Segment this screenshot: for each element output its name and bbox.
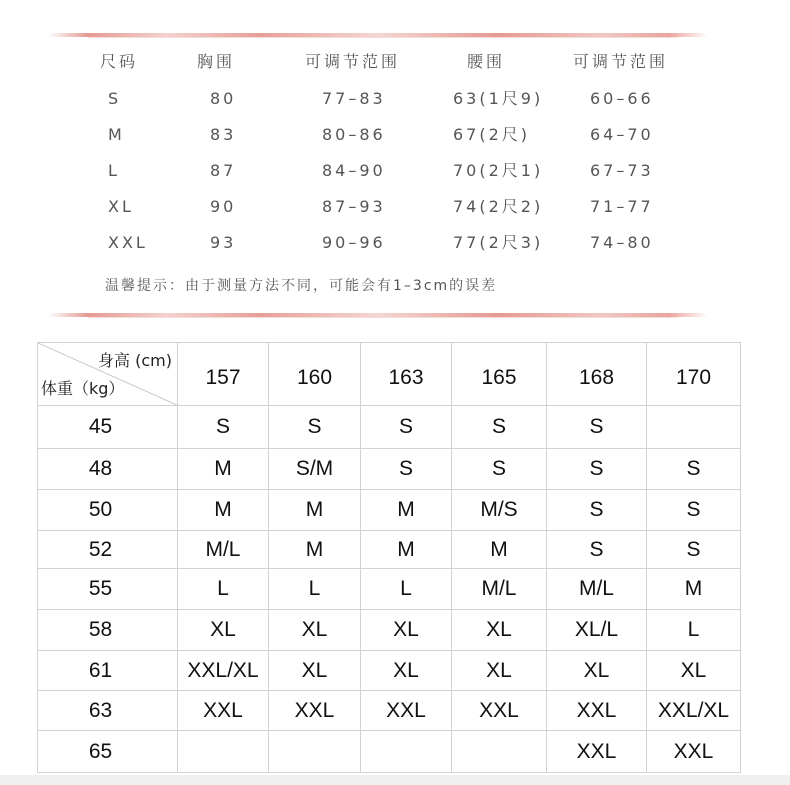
size-cell: S	[361, 449, 452, 490]
size-cell: XXL	[269, 691, 361, 731]
weight-cell: 45	[38, 406, 178, 449]
size-cell: S	[647, 531, 741, 569]
size-cell: M/L	[452, 569, 547, 610]
size-cell: M	[361, 531, 452, 569]
size-cell: L	[647, 610, 741, 651]
spec-waist-range-value: 71–77	[590, 197, 654, 216]
size-cell: L	[269, 569, 361, 610]
size-cell: XL	[269, 610, 361, 651]
spec-size-value: XXL	[108, 233, 148, 252]
weight-cell: 65	[38, 731, 178, 773]
spec-chest-value: 90	[210, 197, 237, 216]
size-cell: XL	[361, 610, 452, 651]
spec-size-value: XL	[108, 197, 134, 216]
size-cell: XXL	[452, 691, 547, 731]
size-cell: XL	[452, 651, 547, 691]
size-cell: S/M	[269, 449, 361, 490]
size-cell: M	[178, 490, 269, 531]
spec-size-value: S	[108, 89, 122, 108]
size-cell: L	[361, 569, 452, 610]
bottom-shadow-strip	[0, 775, 790, 785]
size-cell: S	[547, 406, 647, 449]
weight-cell: 50	[38, 490, 178, 531]
size-cell: S	[452, 406, 547, 449]
spec-size-value: M	[108, 125, 125, 144]
size-cell: XL	[452, 610, 547, 651]
size-cell: XXL	[361, 691, 452, 731]
spec-waist-range-value: 67–73	[590, 161, 654, 180]
size-cell: S	[647, 490, 741, 531]
spec-waist-range-value: 74–80	[590, 233, 654, 252]
weight-cell: 58	[38, 610, 178, 651]
size-cell	[178, 731, 269, 773]
measurement-note: 温馨提示：由于测量方法不同，可能会有1–3cm的误差	[105, 278, 498, 294]
spec-waist-value: 67(2尺)	[453, 125, 531, 144]
spec-header-waist: 腰围	[467, 52, 506, 71]
size-cell: XL	[178, 610, 269, 651]
size-cell: XXL/XL	[178, 651, 269, 691]
size-cell	[269, 731, 361, 773]
size-cell: M	[361, 490, 452, 531]
size-cell: S	[547, 449, 647, 490]
size-cell: XXL	[547, 691, 647, 731]
decorative-divider-bottom	[48, 313, 708, 317]
height-header-cell: 157	[178, 343, 269, 406]
size-cell: S	[647, 449, 741, 490]
table-row	[38, 610, 741, 651]
spec-chest-range-value: 87–93	[322, 197, 386, 216]
spec-chest-range-value: 77–83	[322, 89, 386, 108]
size-cell: S	[547, 531, 647, 569]
size-cell: XL	[269, 651, 361, 691]
size-cell: M	[269, 531, 361, 569]
size-cell: S	[452, 449, 547, 490]
size-cell: XXL	[647, 731, 741, 773]
size-spec-table	[0, 0, 790, 320]
spec-chest-range-value: 84–90	[322, 161, 386, 180]
size-cell	[452, 731, 547, 773]
spec-waist-value: 74(2尺2)	[453, 197, 544, 216]
size-cell: XXL	[547, 731, 647, 773]
weight-cell: 63	[38, 691, 178, 731]
table-row	[38, 531, 741, 569]
spec-chest-value: 87	[210, 161, 237, 180]
table-row	[38, 731, 741, 773]
spec-chest-range-value: 90–96	[322, 233, 386, 252]
height-header-cell: 168	[547, 343, 647, 406]
size-cell: S	[178, 406, 269, 449]
size-cell	[361, 731, 452, 773]
spec-header-waist-range: 可调节范围	[573, 52, 669, 71]
weight-cell: 48	[38, 449, 178, 490]
size-cell: M/S	[452, 490, 547, 531]
spec-header-chest: 胸围	[197, 52, 236, 71]
weight-cell: 52	[38, 531, 178, 569]
size-cell: L	[178, 569, 269, 610]
spec-size-value: L	[108, 161, 120, 180]
spec-chest-value: 93	[210, 233, 237, 252]
size-cell: XL	[647, 651, 741, 691]
spec-waist-value: 63(1尺9)	[453, 89, 544, 108]
height-header-cell: 163	[361, 343, 452, 406]
size-cell: S	[269, 406, 361, 449]
height-header-cell: 160	[269, 343, 361, 406]
table-row	[38, 449, 741, 490]
size-cell: XL/L	[547, 610, 647, 651]
spec-chest-value: 83	[210, 125, 237, 144]
spec-chest-range-value: 80–86	[322, 125, 386, 144]
table-row	[38, 569, 741, 610]
size-cell: XL	[547, 651, 647, 691]
size-cell: M/L	[547, 569, 647, 610]
size-cell: S	[547, 490, 647, 531]
size-cell: XXL/XL	[647, 691, 741, 731]
spec-waist-range-value: 64–70	[590, 125, 654, 144]
size-recommendation-table	[37, 342, 741, 773]
size-cell: S	[361, 406, 452, 449]
height-header-cell: 170	[647, 343, 741, 406]
size-cell: XXL	[178, 691, 269, 731]
spec-waist-value: 70(2尺1)	[453, 161, 544, 180]
corner-cell	[38, 343, 178, 406]
spec-header-chest-range: 可调节范围	[305, 52, 401, 71]
size-cell	[647, 406, 741, 449]
size-cell: M	[178, 449, 269, 490]
size-cell: M	[647, 569, 741, 610]
spec-header-size: 尺码	[100, 52, 139, 71]
size-cell: M	[452, 531, 547, 569]
table-row	[38, 651, 741, 691]
height-header-cell: 165	[452, 343, 547, 406]
size-cell: XL	[361, 651, 452, 691]
size-cell: M/L	[178, 531, 269, 569]
spec-chest-value: 80	[210, 89, 237, 108]
weight-cell: 61	[38, 651, 178, 691]
spec-waist-value: 77(2尺3)	[453, 233, 544, 252]
table-row	[38, 406, 741, 449]
height-header-row	[38, 343, 741, 406]
height-axis-label: 身高 (cm)	[98, 351, 172, 370]
spec-waist-range-value: 60–66	[590, 89, 654, 108]
size-cell: M	[269, 490, 361, 531]
weight-cell: 55	[38, 569, 178, 610]
weight-axis-label: 体重（kg）	[41, 379, 125, 398]
table-row	[38, 490, 741, 531]
table-row	[38, 691, 741, 731]
